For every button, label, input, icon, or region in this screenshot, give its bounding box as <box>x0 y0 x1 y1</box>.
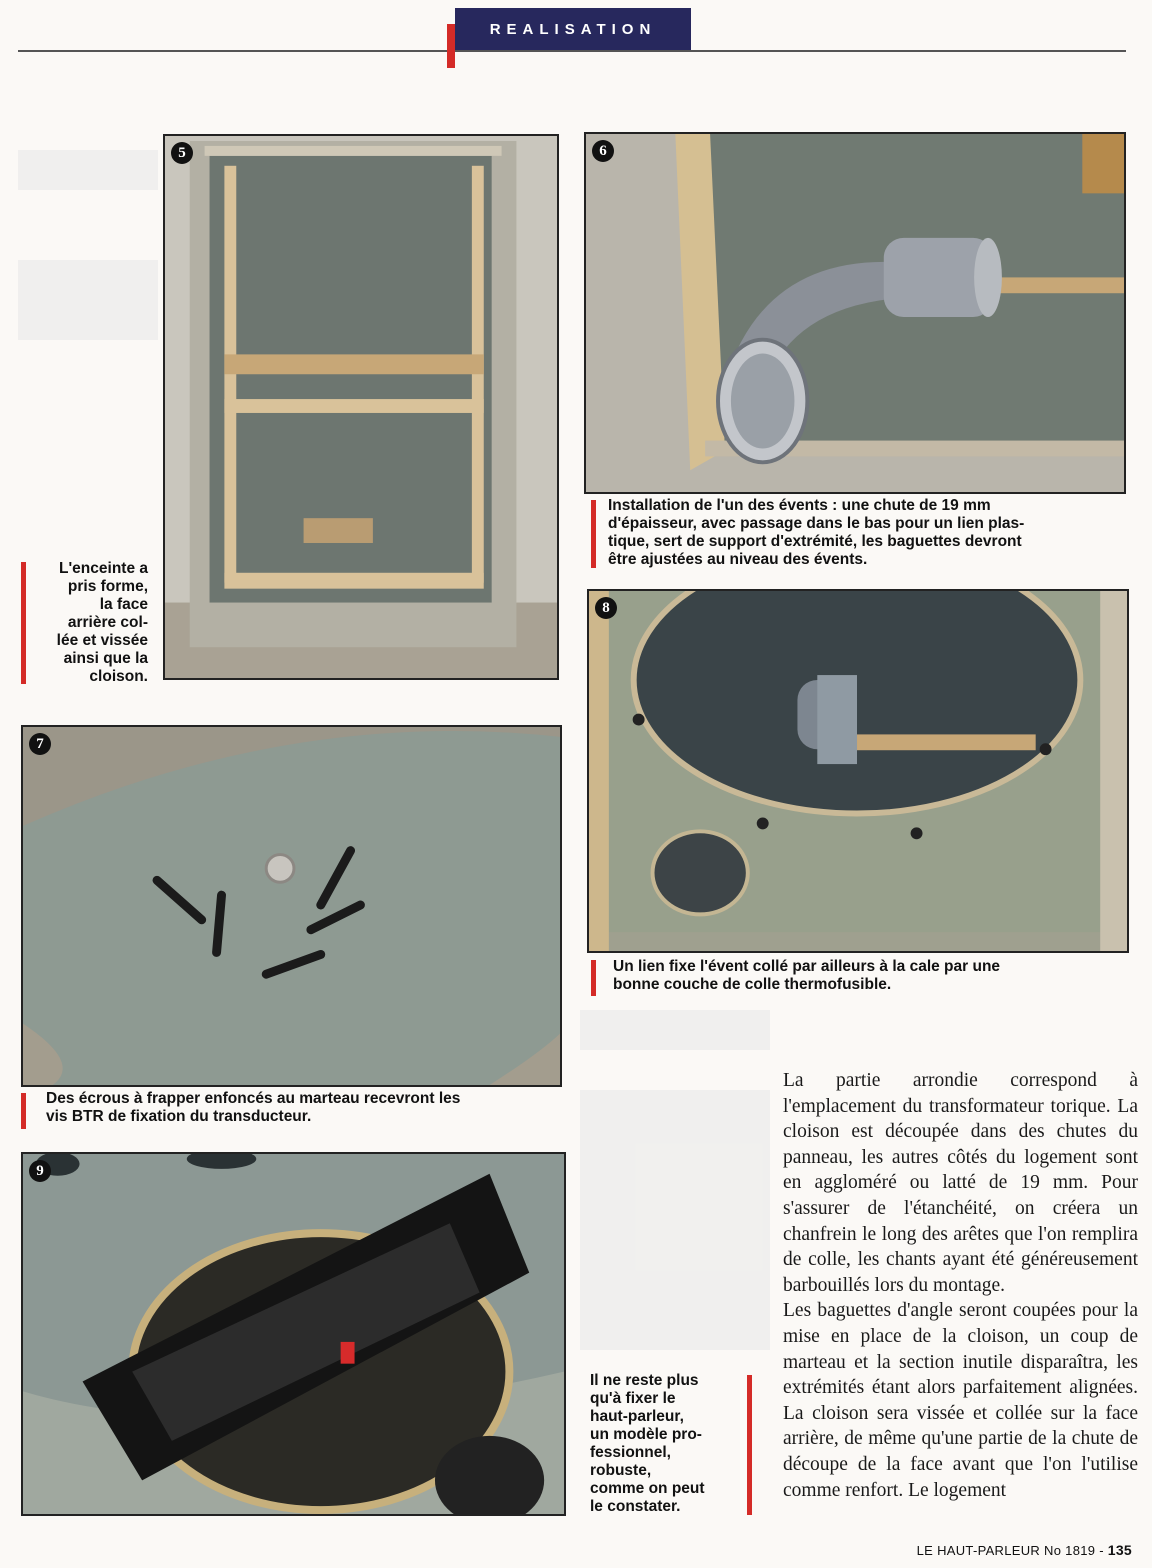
caption-9-line: comme on peut <box>590 1480 705 1497</box>
caption-6-line: être ajustées au niveau des évents. <box>608 551 868 568</box>
caption-7-line: Des écrous à frapper enfoncés au marteau recevront les <box>46 1090 461 1107</box>
caption-9 <box>590 1372 740 1516</box>
caption-6-line: d'épaisseur, avec passage dans le bas pour un lien plas- <box>608 515 1025 532</box>
caption-8-bar <box>591 960 596 996</box>
caption-9-line: fessionnel, <box>590 1444 671 1461</box>
show-through <box>18 150 158 190</box>
header-accent <box>447 24 455 68</box>
footer-magazine: LE HAUT-PARLEUR N <box>916 1543 1054 1558</box>
photo-9-number: 9 <box>29 1160 51 1182</box>
show-through <box>18 260 158 340</box>
caption-9-line: qu'à fixer le <box>590 1390 676 1407</box>
photo-7-number: 7 <box>29 733 51 755</box>
photo-6-vent <box>584 132 1126 494</box>
caption-5-line: la face <box>99 596 148 613</box>
page-number: 135 <box>1107 1542 1132 1558</box>
caption-5-line: cloison. <box>89 668 148 685</box>
caption-5-line: pris forme, <box>67 578 148 595</box>
caption-5 <box>30 560 148 686</box>
caption-6-bar <box>591 500 596 568</box>
caption-8-line: Un lien fixe l'évent collé par ailleurs à la cale par une <box>613 958 1001 975</box>
caption-5-line: lée et vissée <box>56 632 148 649</box>
caption-8-line: bonne couche de colle thermofusible. <box>613 976 892 993</box>
photo-8-number: 8 <box>595 597 617 619</box>
caption-6 <box>608 497 1128 569</box>
caption-8 <box>613 958 1123 994</box>
photo-6-number: 6 <box>592 140 614 162</box>
caption-9-line: haut-parleur, <box>590 1408 684 1425</box>
caption-5-bar <box>21 562 26 684</box>
footer-issue: o 1819 - <box>1053 1543 1108 1558</box>
caption-7-bar <box>21 1093 26 1129</box>
photo-9-speaker <box>21 1152 566 1516</box>
caption-9-line: un modèle pro- <box>590 1426 702 1443</box>
photo-5-number: 5 <box>171 142 193 164</box>
photo-8-panel <box>587 589 1129 953</box>
body-paragraph: La partie arrondie correspond à l'emplacement du transformateur torique. La cloison est découpée dans des chutes du panneau, les autres côtés du logement sont en aggloméré ou latté de 19 mm. Pour s'assurer de l'étanchéité, on créera un chanfrein le long des arêtes que l'on remplira de colle, les chants ayant été généreusement barbouillés lors du montage. <box>783 1070 1138 1296</box>
page-footer <box>917 1542 1132 1558</box>
caption-9-bar <box>747 1375 752 1515</box>
header-rule <box>18 50 1126 52</box>
body-paragraph: Les baguettes d'angle seront coupées pour la mise en place de la cloison, un coup de marteau et la section inutile disparaîtra, les extrémités étant alors parfaitement alignées. La cloison sera vissée et collée sur la face arrière, de même qu'une partie de la chute de découpe de la face avant que l'on l'utilise comme renfort. Le logement <box>783 1300 1138 1501</box>
caption-5-line: L'enceinte a <box>59 560 148 577</box>
caption-7 <box>46 1090 566 1126</box>
photo-7-screws <box>21 725 562 1087</box>
article-body <box>783 1068 1138 1503</box>
caption-5-line: arrière col- <box>67 614 148 631</box>
caption-5-line: ainsi que la <box>63 650 148 667</box>
show-through <box>580 1010 770 1050</box>
caption-9-line: Il ne reste plus <box>590 1372 699 1389</box>
caption-7-line: vis BTR de fixation du transducteur. <box>46 1108 312 1125</box>
show-through <box>580 1090 770 1350</box>
section-label: REALISATION <box>455 8 691 50</box>
caption-9-line: le constater. <box>590 1498 681 1515</box>
caption-6-line: tique, sert de support d'extrémité, les baguettes devront <box>608 533 1022 550</box>
caption-6-line: Installation de l'un des évents : une chute de 19 mm <box>608 497 991 514</box>
caption-9-line: robuste, <box>590 1462 652 1479</box>
photo-5-cabinet <box>163 134 559 680</box>
